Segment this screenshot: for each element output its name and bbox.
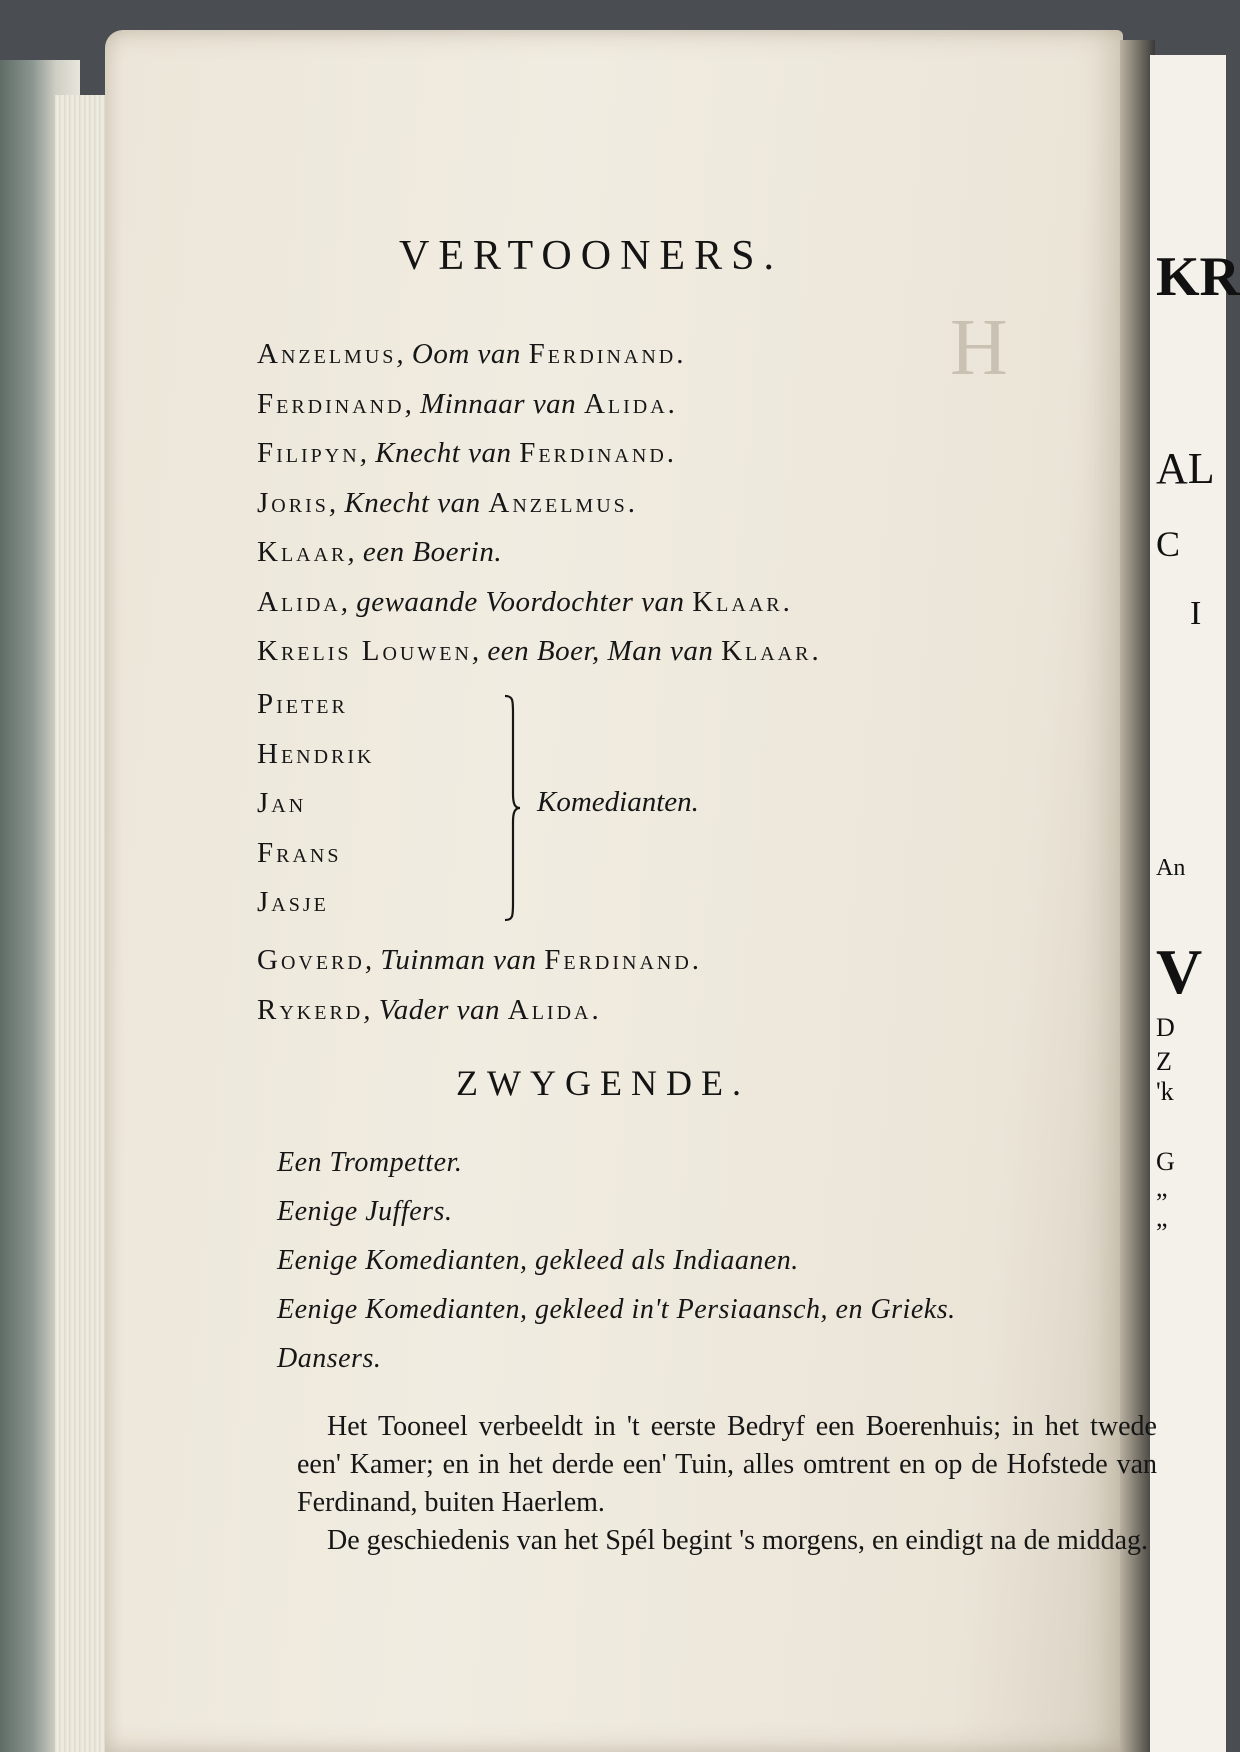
character-name: Goverd xyxy=(257,944,365,976)
comedians-label: Komedianten. xyxy=(537,786,699,818)
silent-role: Een Trompetter. xyxy=(277,1147,463,1178)
character-reference: Alida. xyxy=(583,387,678,420)
character-role: , Knecht van xyxy=(359,437,520,469)
character-name: Ferdinand xyxy=(257,387,405,420)
character-role: , Oom van xyxy=(396,338,529,370)
facing-text: An xyxy=(1156,855,1186,881)
character-name: Joris xyxy=(257,486,329,519)
silent-role: Eenige Komedianten, gekleed als Indiaanen. xyxy=(277,1245,799,1276)
cast-list-continued xyxy=(257,936,702,1035)
character-reference: Alida. xyxy=(507,993,602,1026)
silent-role: Eenige Juffers. xyxy=(277,1196,453,1227)
character-role: , een Boerin. xyxy=(347,536,503,568)
character-name: Alida xyxy=(257,585,341,618)
cast-entry xyxy=(257,479,822,529)
comedian-name: Jan xyxy=(257,787,307,819)
facing-text: C xyxy=(1156,524,1181,564)
facing-text: „ xyxy=(1156,1203,1168,1232)
silent-roles-list xyxy=(277,1138,956,1383)
facing-text: Z xyxy=(1156,1047,1172,1076)
stage-note xyxy=(297,1408,1157,1560)
character-role: , Tuinman van xyxy=(364,944,545,976)
cast-entry xyxy=(257,627,822,677)
facing-ghost-text: H xyxy=(950,304,1008,392)
character-name: Rykerd xyxy=(257,993,364,1026)
section-heading: ZWYGENDE. xyxy=(456,1063,750,1103)
facing-text: G xyxy=(1156,1147,1175,1176)
character-reference: Anzelmus. xyxy=(488,486,639,519)
character-role: , Knecht van xyxy=(328,486,489,519)
character-name: Anzelmus xyxy=(257,338,397,370)
facing-text: 'k xyxy=(1156,1077,1174,1106)
cast-entry xyxy=(257,578,822,628)
character-reference: Ferdinand. xyxy=(528,338,687,370)
facing-text: AL xyxy=(1156,444,1215,493)
cast-entry xyxy=(257,330,822,380)
character-reference: Ferdinand. xyxy=(519,437,678,469)
scene-description: Het Tooneel verbeeldt in 't eerste Bedryf een Boerenhuis; in het twede een' Kamer; en in het derde een' Tuin, alles omtrent en op de Hofstede van Ferdinand, buiten Haerlem. xyxy=(297,1411,1157,1518)
silent-role: Dansers. xyxy=(277,1343,382,1374)
comedian-name: Hendrik xyxy=(257,737,375,770)
cast-entry xyxy=(257,528,822,578)
character-role: , een Boer, Man van xyxy=(471,635,722,667)
cast-entry xyxy=(257,936,702,986)
character-reference: Ferdinand. xyxy=(544,944,703,976)
character-name: Filipyn xyxy=(257,437,360,469)
cast-entry xyxy=(257,986,702,1036)
facing-page xyxy=(950,55,1240,1752)
character-name: Klaar xyxy=(257,536,348,568)
curly-brace-icon xyxy=(503,694,521,922)
character-name: Krelis Louwen xyxy=(257,635,472,667)
character-role: , gewaande Voordochter van xyxy=(340,585,693,618)
comedians-group xyxy=(257,680,699,928)
character-role: , Minnaar van xyxy=(404,387,584,420)
cast-entry xyxy=(257,429,822,479)
cast-list xyxy=(257,330,822,677)
cast-entry xyxy=(257,380,822,430)
comedian-name: Jasje xyxy=(257,886,329,918)
page-title: VERTOONERS. xyxy=(399,233,783,279)
character-role: , Vader van xyxy=(363,993,508,1026)
silent-role: Eenige Komedianten, gekleed in't Persiaansch, en Grieks. xyxy=(277,1294,956,1325)
facing-text: KR xyxy=(1156,246,1240,308)
character-reference: Klaar. xyxy=(692,585,793,618)
facing-text: D xyxy=(1156,1013,1175,1042)
timing-note: De geschiedenis van het Spél begint 's morgens, en eindigt na de middag. xyxy=(327,1525,1149,1556)
comedian-name: Frans xyxy=(257,836,342,869)
facing-text: I xyxy=(1190,595,1202,632)
character-reference: Klaar. xyxy=(721,635,822,667)
facing-text: „ xyxy=(1156,1173,1168,1202)
facing-text: V xyxy=(1156,936,1203,1007)
comedian-name: Pieter xyxy=(257,688,348,720)
